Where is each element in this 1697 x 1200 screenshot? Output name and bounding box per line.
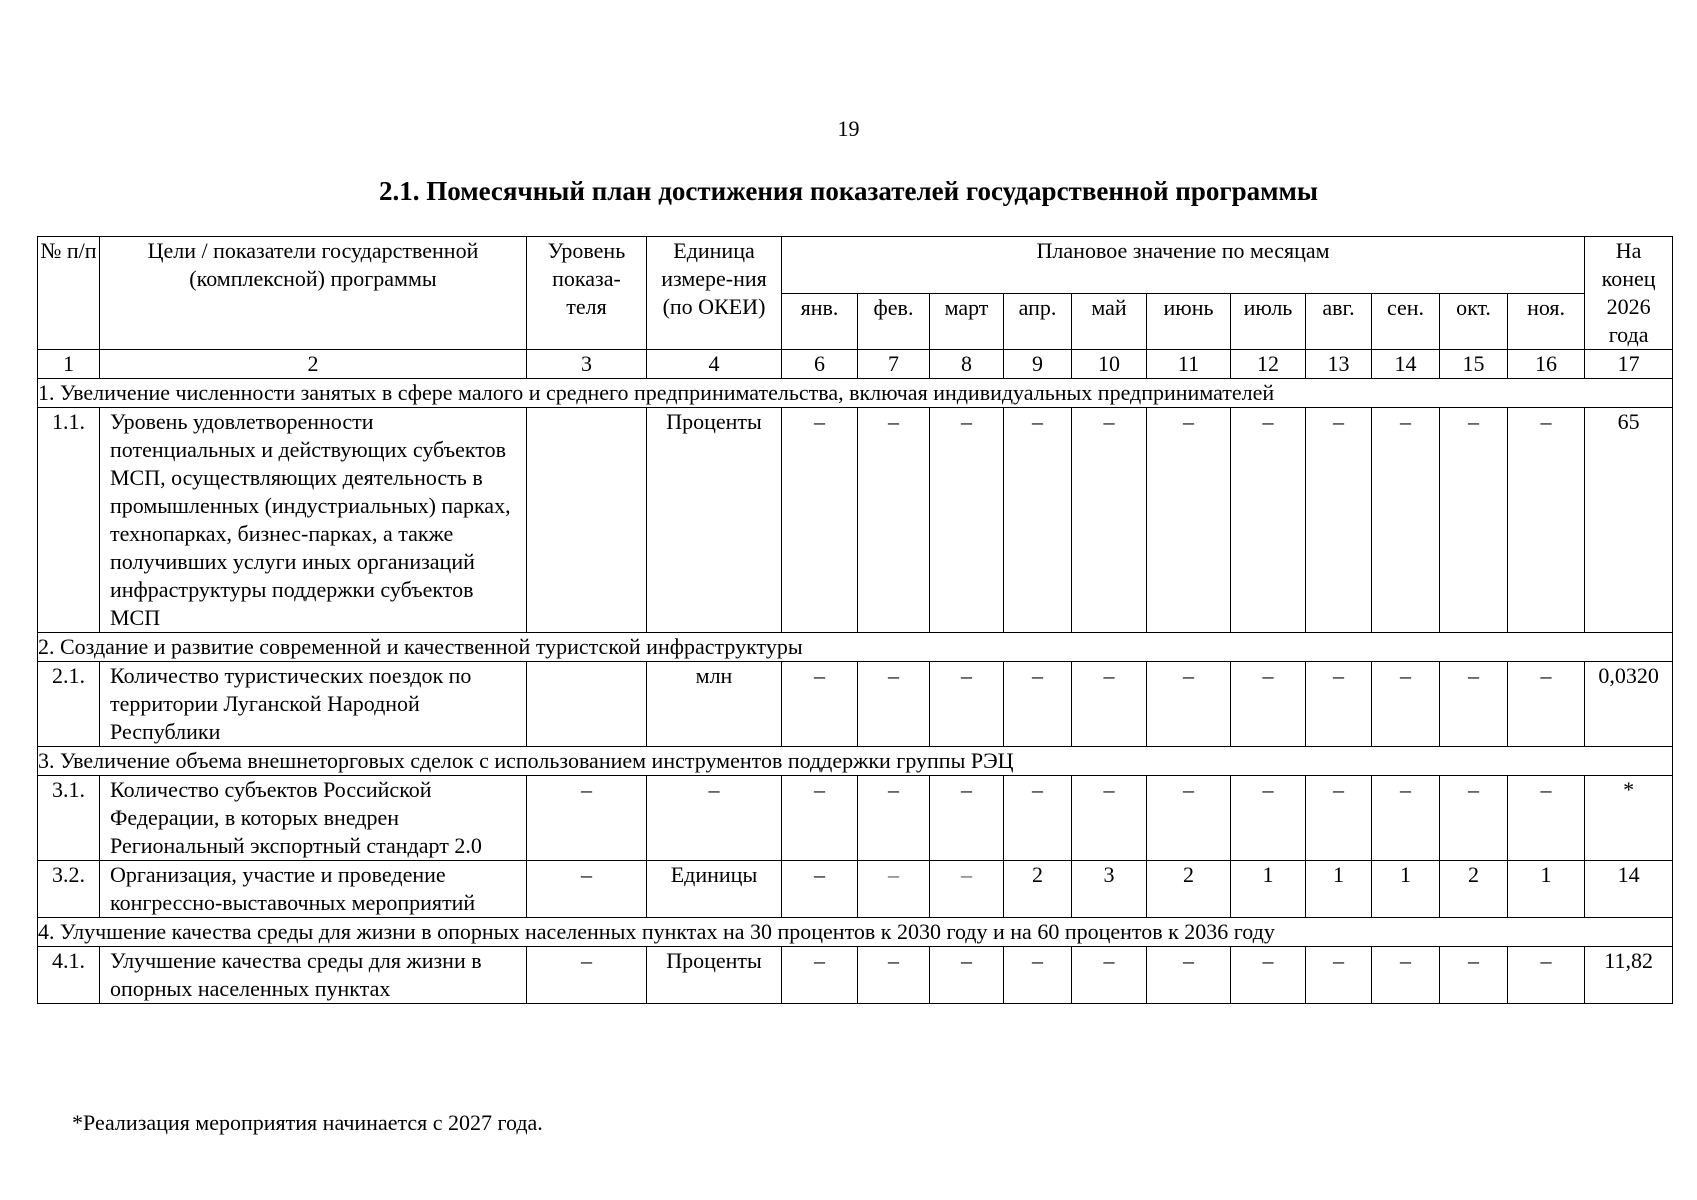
month-value: –	[1372, 662, 1440, 747]
month-value: 1	[1372, 861, 1440, 918]
month-value: –	[858, 408, 930, 633]
month-value: 1	[1508, 861, 1585, 918]
indicator-row	[38, 947, 1673, 1004]
goal-title: 4. Улучшение качества среды для жизни в опорных населенных пунктах на 30 процентов к 2030 году и на 60 процентов к 2036 году	[38, 918, 1673, 947]
goal-title: 3. Увеличение объема внешнеторговых сделок с использованием инструментов поддержки группы РЭЦ	[38, 747, 1673, 776]
month-value: –	[1508, 662, 1585, 747]
column-number: 7	[858, 350, 930, 379]
month-value: –	[1072, 776, 1147, 861]
goal-row	[38, 379, 1673, 408]
month-value: –	[1306, 662, 1372, 747]
page-number: 19	[837, 116, 860, 141]
month-header: сен.	[1372, 293, 1440, 350]
indicator-level: –	[527, 776, 647, 861]
month-value: –	[1306, 408, 1372, 633]
indicator-number: 3.2.	[38, 861, 100, 918]
monthly-plan-table	[37, 236, 1673, 1004]
month-value: 1	[1306, 861, 1372, 918]
indicator-name: Организация, участие и проведение конгрессно-выставочных мероприятий	[100, 861, 527, 918]
column-number: 8	[930, 350, 1004, 379]
month-header: авг.	[1306, 293, 1372, 350]
goal-title: 2. Создание и развитие современной и качественной туристской инфраструктуры	[38, 633, 1673, 662]
month-value: –	[930, 947, 1004, 1004]
indicator-name: Уровень удовлетворенности потенциальных и действующих субъектов МСП, осуществляющих деятельность в промышленных (индустриальных) парках, технопарках, бизнес-парках, а также получивших услуги иных организаций инфраструктуры поддержки субъектов МСП	[100, 408, 527, 633]
month-header: июнь	[1147, 293, 1231, 350]
end-of-year-value: *	[1585, 776, 1673, 861]
column-number: 13	[1306, 350, 1372, 379]
indicator-row	[38, 408, 1673, 633]
month-value: 2	[1440, 861, 1508, 918]
month-value: –	[1440, 947, 1508, 1004]
month-value: –	[782, 861, 858, 918]
footnote: *Реализация мероприятия начинается с 2027 года.	[72, 1110, 543, 1135]
indicator-row	[38, 861, 1673, 918]
column-number: 14	[1372, 350, 1440, 379]
column-number: 15	[1440, 350, 1508, 379]
month-value: 2	[1004, 861, 1072, 918]
month-value: –	[1004, 947, 1072, 1004]
indicator-number: 1.1.	[38, 408, 100, 633]
indicator-name: Количество туристических поездок по территории Луганской Народной Республики	[100, 662, 527, 747]
table-header	[38, 237, 1673, 379]
month-value: –	[930, 662, 1004, 747]
indicator-unit: Проценты	[647, 408, 782, 633]
column-number-row	[38, 350, 1673, 379]
month-value: –	[1306, 947, 1372, 1004]
month-value: –	[782, 776, 858, 861]
month-value: –	[1072, 947, 1147, 1004]
month-header: янв.	[782, 293, 858, 350]
indicator-number: 4.1.	[38, 947, 100, 1004]
month-value: –	[1147, 947, 1231, 1004]
month-value: –	[930, 408, 1004, 633]
month-value: –	[1147, 776, 1231, 861]
month-value: –	[1072, 408, 1147, 633]
end-of-year-value: 11,82	[1585, 947, 1673, 1004]
month-header: март	[930, 293, 1004, 350]
end-of-year-value: 65	[1585, 408, 1673, 633]
column-number: 6	[782, 350, 858, 379]
month-value: –	[1372, 408, 1440, 633]
month-value: –	[782, 662, 858, 747]
month-value: 2	[1147, 861, 1231, 918]
indicator-name: Количество субъектов Российской Федерации, в которых внедрен Региональный экспортный стандарт 2.0	[100, 776, 527, 861]
month-header: июль	[1231, 293, 1306, 350]
month-value: 1	[1231, 861, 1306, 918]
month-value: –	[1508, 947, 1585, 1004]
column-number: 12	[1231, 350, 1306, 379]
header-no: № п/п	[38, 237, 100, 350]
column-number: 2	[100, 350, 527, 379]
end-of-year-value: 0,0320	[1585, 662, 1673, 747]
header-unit: Единица измере-ния (по ОКЕИ)	[647, 237, 782, 350]
month-value: –	[1004, 776, 1072, 861]
goal-title: 1. Увеличение численности занятых в сфере малого и среднего предпринимательства, включая индивидуальных предпринимателей	[38, 379, 1673, 408]
indicator-level	[527, 662, 647, 747]
month-value: –	[858, 861, 930, 918]
column-number: 9	[1004, 350, 1072, 379]
month-value: –	[1147, 408, 1231, 633]
month-value: –	[1440, 662, 1508, 747]
month-value: 3	[1072, 861, 1147, 918]
end-of-year-value: 14	[1585, 861, 1673, 918]
month-value: –	[1508, 776, 1585, 861]
indicator-name: Улучшение качества среды для жизни в опорных населенных пунктах	[100, 947, 527, 1004]
month-value: –	[858, 776, 930, 861]
month-value: –	[1440, 776, 1508, 861]
month-value: –	[1508, 408, 1585, 633]
column-number: 17	[1585, 350, 1673, 379]
month-value: –	[1440, 408, 1508, 633]
indicator-number: 3.1.	[38, 776, 100, 861]
indicator-unit: млн	[647, 662, 782, 747]
month-value: –	[930, 776, 1004, 861]
month-value: –	[782, 947, 858, 1004]
column-number: 1	[38, 350, 100, 379]
month-value: –	[1147, 662, 1231, 747]
column-number: 10	[1072, 350, 1147, 379]
column-number: 16	[1508, 350, 1585, 379]
month-value: –	[1004, 662, 1072, 747]
month-value: –	[1072, 662, 1147, 747]
month-value: –	[1231, 947, 1306, 1004]
month-value: –	[1231, 776, 1306, 861]
month-value: –	[1306, 776, 1372, 861]
header-level: Уровень показа-теля	[527, 237, 647, 350]
month-header: апр.	[1004, 293, 1072, 350]
indicator-row	[38, 662, 1673, 747]
table-body	[38, 379, 1673, 1004]
goal-row	[38, 918, 1673, 947]
header-plan: Плановое значение по месяцам	[782, 237, 1585, 294]
month-value: –	[1372, 776, 1440, 861]
month-value: –	[930, 861, 1004, 918]
month-header: май	[1072, 293, 1147, 350]
document-title: 2.1. Помесячный план достижения показателей государственной программы	[378, 176, 1319, 206]
month-value: –	[1004, 408, 1072, 633]
column-number: 11	[1147, 350, 1231, 379]
indicator-level: –	[527, 947, 647, 1004]
indicator-unit: Проценты	[647, 947, 782, 1004]
indicator-unit: –	[647, 776, 782, 861]
month-value: –	[1231, 662, 1306, 747]
month-value: –	[1372, 947, 1440, 1004]
month-value: –	[1231, 408, 1306, 633]
month-header: ноя.	[1508, 293, 1585, 350]
indicator-row	[38, 776, 1673, 861]
header-end: На конец 2026 года	[1585, 237, 1673, 350]
header-goal: Цели / показатели государственной (комплексной) программы	[100, 237, 527, 350]
indicator-unit: Единицы	[647, 861, 782, 918]
month-value: –	[858, 947, 930, 1004]
goal-row	[38, 747, 1673, 776]
month-value: –	[858, 662, 930, 747]
indicator-level: –	[527, 861, 647, 918]
goal-row	[38, 633, 1673, 662]
column-number: 4	[647, 350, 782, 379]
indicator-level	[527, 408, 647, 633]
month-header: фев.	[858, 293, 930, 350]
column-number: 3	[527, 350, 647, 379]
month-value: –	[782, 408, 858, 633]
month-header: окт.	[1440, 293, 1508, 350]
indicator-number: 2.1.	[38, 662, 100, 747]
